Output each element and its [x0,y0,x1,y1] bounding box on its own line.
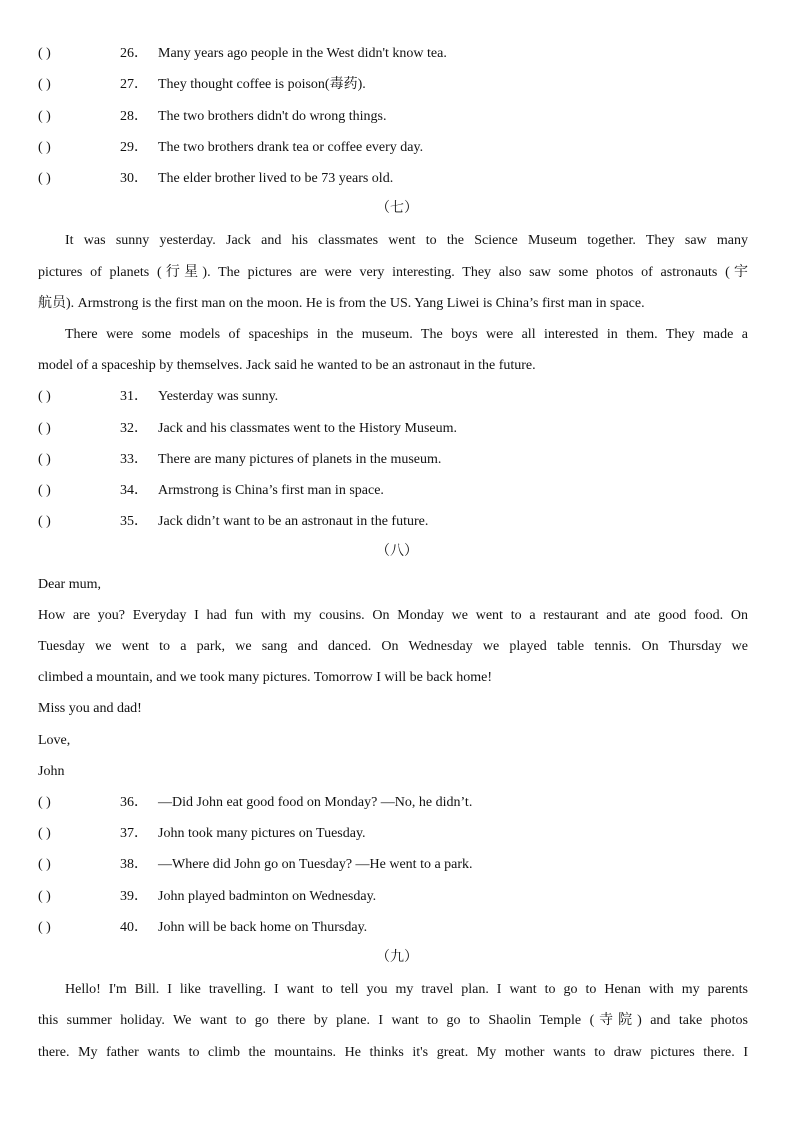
letter-signature: John [38,764,65,779]
question-33 [38,451,748,469]
question-text: The elder brother lived to be 73 years old. [158,171,394,186]
question-number: 38． [120,857,148,872]
answer-blank[interactable]: ( ) [38,389,51,404]
question-text: Jack didn’t want to be an astronaut in the future. [158,514,429,529]
question-number: 39． [120,889,148,904]
answer-blank[interactable]: ( ) [38,889,51,904]
letter-line-2: Tuesday we went to a park, we sang and danced. On Wednesday we played table tennis. On Thursday we [38,639,748,654]
answer-blank[interactable]: ( ) [38,483,51,498]
letter-closing-miss: Miss you and dad! [38,701,142,716]
answer-blank[interactable]: ( ) [38,452,51,467]
passage-7-line-3: 航员). Armstrong is the first man on the moon. He is from the US. Yang Liwei is China’s first man in space. [38,296,645,311]
passage-7-line-4: There were some models of spaceships in the museum. The boys were all interested in them. They made a [65,327,748,342]
question-number: 29． [120,140,148,155]
answer-blank[interactable]: ( ) [38,140,51,155]
question-text: Many years ago people in the West didn't know tea. [158,46,447,61]
question-35 [38,513,748,531]
section-heading-8: （八） [376,544,418,559]
section-heading-9: （九） [376,950,418,965]
question-number: 36． [120,795,148,810]
question-text: John played badminton on Wednesday. [158,889,377,904]
letter-line-1: How are you? Everyday I had fun with my cousins. On Monday we went to a restaurant and ate good food. On [38,608,748,623]
question-text: Yesterday was sunny. [158,389,279,404]
question-number: 31． [120,389,148,404]
question-number: 26． [120,46,148,61]
question-text: —Where did John go on Tuesday? —He went to a park. [158,857,473,872]
question-text: There are many pictures of planets in the museum. [158,452,442,467]
question-text: They thought coffee is poison(毒药). [158,77,366,92]
answer-blank[interactable]: ( ) [38,514,51,529]
question-text: Jack and his classmates went to the History Museum. [158,421,458,436]
answer-blank[interactable]: ( ) [38,77,51,92]
letter-greeting: Dear mum, [38,577,101,592]
question-26 [38,45,748,63]
letter-line-3: climbed a mountain, and we took many pictures. Tomorrow I will be back home! [38,670,493,685]
answer-blank[interactable]: ( ) [38,920,51,935]
question-number: 32． [120,421,148,436]
passage-7-line-1: It was sunny yesterday. Jack and his classmates went to the Science Museum together. They saw many [65,233,748,248]
question-28 [38,108,748,126]
passage-9-line-2: this summer holiday. We want to go there by plane. I want to go to Shaolin Temple (寺院) and take photos [38,1013,748,1028]
question-number: 28． [120,109,148,124]
passage-9-line-3: there. My father wants to climb the mountains. He thinks it's great. My mother wants to draw pictures there. I [38,1045,748,1060]
question-32 [38,420,748,438]
answer-blank[interactable]: ( ) [38,109,51,124]
question-36 [38,794,748,812]
question-34 [38,482,748,500]
question-number: 27． [120,77,148,92]
question-39 [38,888,748,906]
answer-blank[interactable]: ( ) [38,857,51,872]
question-text: The two brothers drank tea or coffee every day. [158,140,424,155]
answer-blank[interactable]: ( ) [38,171,51,186]
question-number: 33． [120,452,148,467]
answer-blank[interactable]: ( ) [38,421,51,436]
question-number: 30． [120,171,148,186]
question-30 [38,170,748,188]
passage-9-line-1: Hello! I'm Bill. I like travelling. I want to tell you my travel plan. I want to go to Henan with my parents [65,982,748,997]
question-number: 37． [120,826,148,841]
passage-7-line-2: pictures of planets (行星). The pictures are were very interesting. They also saw some photos of astronauts (宇 [38,265,748,280]
letter-closing-love: Love, [38,733,71,748]
question-29 [38,139,748,157]
answer-blank[interactable]: ( ) [38,795,51,810]
answer-blank[interactable]: ( ) [38,826,51,841]
question-40 [38,919,748,937]
question-text: John took many pictures on Tuesday. [158,826,366,841]
question-text: —Did John eat good food on Monday? —No, he didn’t. [158,795,473,810]
question-31 [38,388,748,406]
question-text: John will be back home on Thursday. [158,920,368,935]
section-heading-7: （七） [376,201,418,216]
question-37 [38,825,748,843]
question-38 [38,856,748,874]
question-text: Armstrong is China’s first man in space. [158,483,384,498]
question-27 [38,76,748,94]
answer-blank[interactable]: ( ) [38,46,51,61]
question-number: 34． [120,483,148,498]
question-number: 40． [120,920,148,935]
passage-7-line-5: model of a spaceship by themselves. Jack said he wanted to be an astronaut in the future. [38,358,536,373]
question-text: The two brothers didn't do wrong things. [158,109,387,124]
question-number: 35． [120,514,148,529]
